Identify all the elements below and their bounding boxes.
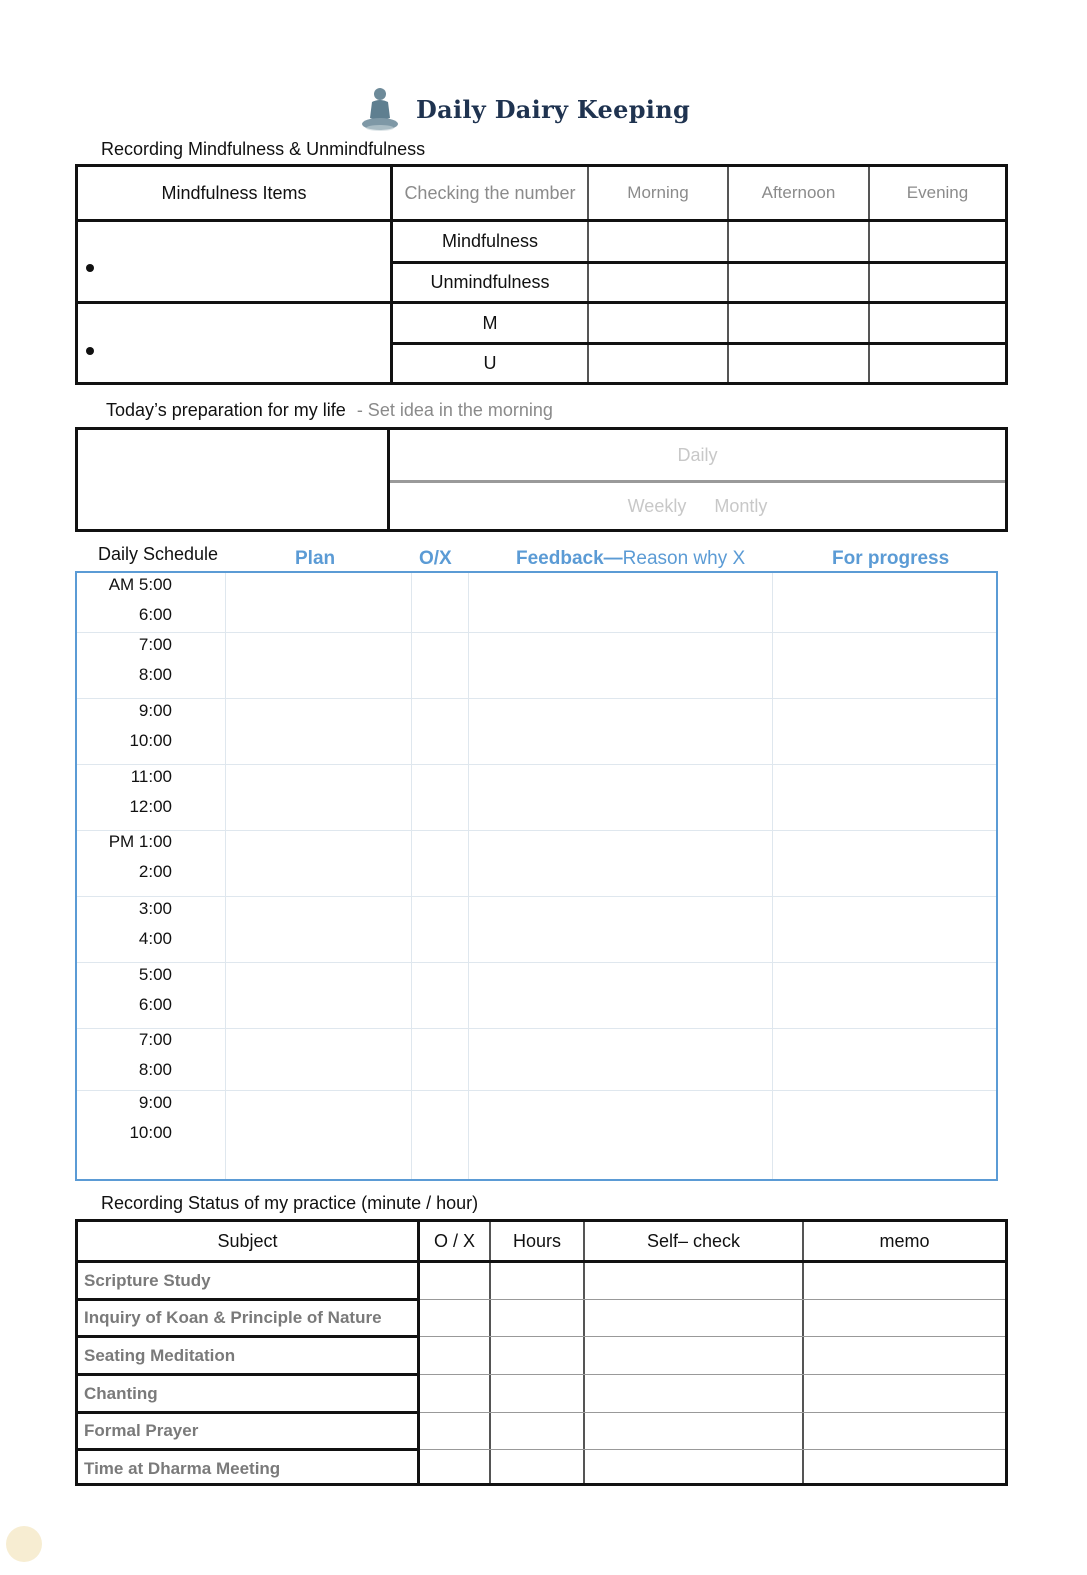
schedule-section-label: Daily Schedule <box>98 544 219 564</box>
time-label: 10:00 <box>129 731 172 750</box>
divider <box>420 1412 1005 1413</box>
time-label: 9:00 <box>138 701 172 720</box>
divider <box>77 962 996 963</box>
col-checking-number: Checking the number <box>404 182 576 203</box>
divider <box>420 1374 1005 1375</box>
practice-table <box>75 1219 1008 1486</box>
mindfulness-section-label: Recording Mindfulness & Unmindfulness <box>101 139 426 159</box>
col-mindfulness-items: Mindfulness Items <box>161 182 307 203</box>
divider <box>411 573 412 1179</box>
row-u: U <box>483 353 497 373</box>
col-self-check: Self– check <box>646 1230 741 1251</box>
preparation-table <box>75 427 1008 532</box>
feedback-label: Feedback— <box>516 548 623 569</box>
bullet-point <box>86 347 94 355</box>
time-label: 12:00 <box>129 797 172 816</box>
divider <box>77 896 996 897</box>
time-label: 10:00 <box>129 1123 172 1142</box>
time-label: 7:00 <box>138 1030 172 1049</box>
divider <box>420 1449 1005 1450</box>
preparation-section-label <box>106 400 553 421</box>
divider <box>78 1373 420 1376</box>
divider <box>420 1336 1005 1337</box>
divider <box>78 1298 420 1301</box>
subject-row: Seating Meditation <box>84 1346 236 1365</box>
col-ox: O/X <box>419 548 452 569</box>
divider <box>468 573 469 1179</box>
time-label: 4:00 <box>138 929 172 948</box>
time-label: 6:00 <box>138 605 172 624</box>
time-label: 9:00 <box>138 1093 172 1112</box>
divider <box>77 1090 996 1091</box>
divider <box>420 1299 1005 1300</box>
divider <box>77 1028 996 1029</box>
page-title: Daily Dairy Keeping <box>416 94 691 124</box>
schedule-table <box>75 571 998 1181</box>
time-label: 5:00 <box>138 965 172 984</box>
practice-section-label: Recording Status of my practice (minute / hour) <box>101 1193 479 1213</box>
col-ox: O / X <box>433 1230 475 1251</box>
time-label: 7:00 <box>138 635 172 654</box>
time-label: AM 5:00 <box>108 575 172 594</box>
weekly-label: Weekly <box>627 495 687 516</box>
feedback-hint: Reason why X <box>622 548 746 569</box>
subject-row: Scripture Study <box>84 1271 211 1290</box>
col-afternoon: Afternoon <box>761 183 836 202</box>
divider <box>78 1411 420 1414</box>
time-label: 11:00 <box>130 767 172 786</box>
time-label: 8:00 <box>138 1060 172 1079</box>
col-plan: Plan <box>295 548 336 569</box>
divider <box>225 573 226 1179</box>
meditating-figure-icon <box>360 86 400 132</box>
subject-row: Chanting <box>84 1384 158 1403</box>
divider <box>77 698 996 699</box>
col-evening: Evening <box>906 183 969 202</box>
col-for-progress: For progress <box>832 548 950 569</box>
daily-label: Daily <box>677 444 718 465</box>
time-label: 3:00 <box>138 899 172 918</box>
subject-row: Inquiry of Koan & Principle of Nature <box>84 1308 382 1327</box>
divider <box>77 632 996 633</box>
watermark-logo <box>6 1526 42 1562</box>
preparation-hint: - Set idea in the morning <box>356 400 553 420</box>
divider <box>77 830 996 831</box>
time-label: 6:00 <box>138 995 172 1014</box>
divider <box>78 1335 420 1338</box>
col-subject: Subject <box>217 1230 278 1251</box>
subject-row: Formal Prayer <box>84 1421 199 1440</box>
time-label: PM 1:00 <box>108 832 172 851</box>
preparation-title: Today’s preparation for my life <box>106 400 346 420</box>
col-memo: memo <box>879 1230 930 1251</box>
weekly-monthly-row <box>390 483 1005 529</box>
page-header <box>360 84 690 134</box>
col-morning: Morning <box>627 183 689 202</box>
monthly-label: Montly <box>714 495 768 516</box>
subject-row: Time at Dharma Meeting <box>84 1459 281 1478</box>
divider <box>78 1260 1005 1263</box>
divider <box>77 764 996 765</box>
row-m: M <box>482 312 498 333</box>
row-unmindfulness: Unmindfulness <box>430 272 550 292</box>
divider <box>772 573 773 1179</box>
time-label: 8:00 <box>138 665 172 684</box>
bullet-point <box>86 264 94 272</box>
col-hours: Hours <box>512 1230 561 1251</box>
col-feedback <box>516 548 745 570</box>
row-mindfulness: Mindfulness <box>441 231 539 251</box>
mindfulness-table <box>75 164 1008 385</box>
time-label: 2:00 <box>138 862 172 881</box>
divider <box>78 1448 420 1451</box>
